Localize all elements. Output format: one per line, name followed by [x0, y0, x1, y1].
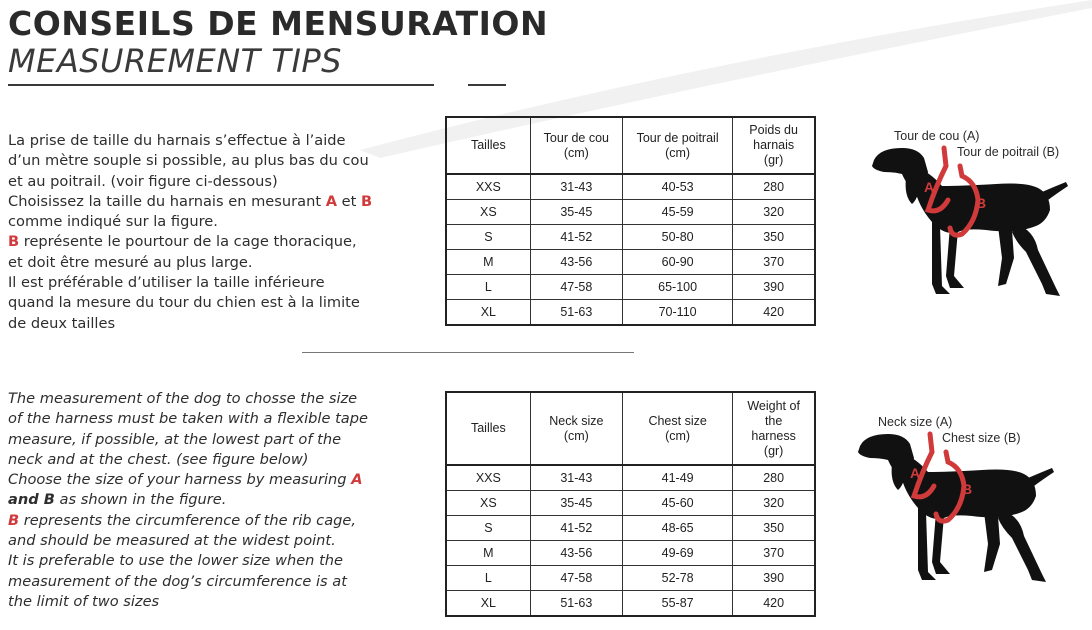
section-divider: [302, 352, 634, 353]
value-cell: 65-100: [622, 275, 732, 300]
letter-a-label: A: [910, 465, 921, 481]
neck-label: Neck size (A): [878, 415, 953, 429]
header-cell: Tailles: [446, 117, 530, 174]
dog-silhouette-icon: [852, 412, 1062, 592]
value-cell: 350: [733, 225, 815, 250]
letter-a: A: [325, 192, 337, 210]
size-cell: L: [446, 566, 530, 591]
value-cell: 390: [733, 275, 815, 300]
text-fragment: represents the circumference of the rib cage,: [19, 511, 357, 529]
table-row: [446, 300, 815, 326]
value-cell: 70-110: [622, 300, 732, 326]
page-title-en: MEASUREMENT TIPS: [8, 42, 342, 80]
text-line: [8, 192, 416, 212]
text-line: La prise de taille du harnais s’effectue à l’aide: [8, 132, 346, 149]
text-line: [8, 232, 416, 252]
value-cell: 41-52: [530, 225, 622, 250]
header-cell: Tour de cou (cm): [530, 117, 622, 174]
size-cell: XL: [446, 300, 530, 326]
table-row: [446, 250, 815, 275]
value-cell: 31-43: [530, 174, 622, 200]
table-row: [446, 541, 815, 566]
text-fragment: représente le pourtour de la cage thoracique,: [19, 233, 357, 251]
size-cell: XXS: [446, 465, 530, 491]
text-line: comme indiqué sur la figure.: [8, 213, 218, 231]
value-cell: 320: [733, 491, 815, 516]
table-row: [446, 225, 815, 250]
value-cell: 52-78: [622, 566, 732, 591]
header-cell: Tour de poitrail (cm): [622, 117, 732, 174]
text-line: [8, 490, 416, 510]
value-cell: 48-65: [622, 516, 732, 541]
table-row: [446, 591, 815, 617]
letter-b-label: B: [976, 195, 987, 211]
text-line: The measurement of the dog to chosse the size: [8, 390, 358, 407]
title-underline: [8, 84, 434, 86]
table-row: [446, 491, 815, 516]
text-line: It is preferable to use the lower size when the: [8, 552, 344, 570]
table-row: [446, 275, 815, 300]
size-table-en: [445, 391, 816, 617]
header-cell: Poids du harnais (gr): [733, 117, 815, 174]
size-cell: XL: [446, 591, 530, 617]
value-cell: 370: [733, 541, 815, 566]
value-cell: 51-63: [530, 300, 622, 326]
value-cell: 370: [733, 250, 815, 275]
value-cell: 390: [733, 566, 815, 591]
value-cell: 55-87: [622, 591, 732, 617]
value-cell: 280: [733, 465, 815, 491]
text-line: the limit of two sizes: [8, 592, 160, 610]
value-cell: 41-52: [530, 516, 622, 541]
value-cell: 43-56: [530, 250, 622, 275]
header-cell: Neck size (cm): [530, 392, 622, 465]
letter-a-label: A: [924, 179, 935, 195]
table-row: [446, 174, 815, 200]
value-cell: 47-58: [530, 566, 622, 591]
text-fragment: Choisissez la taille du harnais en mesurant: [8, 192, 326, 210]
letter-b: B: [8, 233, 20, 251]
table-row: [446, 566, 815, 591]
text-line: measurement of the dog’s circumference is at: [8, 572, 347, 590]
value-cell: 45-60: [622, 491, 732, 516]
letter-a: A: [351, 471, 363, 489]
value-cell: 41-49: [622, 465, 732, 491]
text-line: quand la mesure du tour du chien est à la limite: [8, 294, 360, 312]
value-cell: 49-69: [622, 541, 732, 566]
text-line: of the harness must be taken with a flexible tape: [8, 410, 368, 428]
value-cell: 35-45: [530, 200, 622, 225]
size-cell: XS: [446, 200, 530, 225]
header-cell: Tailles: [446, 392, 530, 465]
size-cell: M: [446, 541, 530, 566]
text-line: [8, 470, 416, 490]
letter-b: B: [360, 192, 373, 210]
value-cell: 350: [733, 516, 815, 541]
text-line: [8, 511, 416, 531]
table-body-fr: [446, 174, 815, 325]
size-cell: M: [446, 250, 530, 275]
letter-b-label: B: [962, 481, 973, 497]
chest-label: Chest size (B): [942, 431, 1021, 445]
chest-label: Tour de poitrail (B): [957, 145, 1060, 159]
value-cell: 420: [733, 591, 815, 617]
size-cell: L: [446, 275, 530, 300]
text-fragment: as shown in the figure.: [54, 491, 227, 509]
page-title-fr: CONSEILS DE MENSURATION: [8, 4, 549, 43]
table-body-en: [446, 465, 815, 616]
table-row: [446, 465, 815, 491]
value-cell: 45-59: [622, 200, 732, 225]
size-cell: XS: [446, 491, 530, 516]
text-line: et au poitrail. (voir figure ci-dessous): [8, 172, 278, 190]
value-cell: 40-53: [622, 174, 732, 200]
value-cell: 31-43: [530, 465, 622, 491]
instructions-fr: [8, 131, 416, 334]
text-line: measure, if possible, at the lowest part of the: [8, 430, 342, 448]
text-line: neck and at the chest. (see figure below): [8, 450, 309, 468]
table-row: [446, 516, 815, 541]
value-cell: 60-90: [622, 250, 732, 275]
text-fragment: et: [337, 192, 361, 210]
size-cell: XXS: [446, 174, 530, 200]
header-cell: Weight of the harness (gr): [733, 392, 815, 465]
table-header-row: [446, 392, 815, 465]
size-table-fr: [445, 116, 816, 326]
instructions-en: [8, 389, 416, 612]
text-line: et doit être mesuré au plus large.: [8, 253, 253, 271]
value-cell: 43-56: [530, 541, 622, 566]
text-line: d’un mètre souple si possible, au plus bas du cou: [8, 152, 369, 170]
text-fragment: Choose the size of your harness by measuring: [8, 471, 352, 489]
size-cell: S: [446, 516, 530, 541]
value-cell: 47-58: [530, 275, 622, 300]
value-cell: 320: [733, 200, 815, 225]
text-line: Il est préférable d’utiliser la taille inférieure: [8, 274, 325, 292]
text-line: de deux tailles: [8, 314, 116, 332]
letter-b: B: [8, 511, 20, 529]
value-cell: 51-63: [530, 591, 622, 617]
value-cell: 420: [733, 300, 815, 326]
text-line: and should be measured at the widest point.: [8, 532, 336, 550]
neck-label: Tour de cou (A): [894, 129, 980, 143]
value-cell: 50-80: [622, 225, 732, 250]
header-cell: Chest size (cm): [622, 392, 732, 465]
value-cell: 35-45: [530, 491, 622, 516]
dog-silhouette-icon: [866, 126, 1076, 306]
and-b: and B: [8, 491, 55, 509]
table-row: [446, 200, 815, 225]
title-underline-short: [468, 84, 506, 86]
value-cell: 280: [733, 174, 815, 200]
table-header-row: [446, 117, 815, 174]
size-cell: S: [446, 225, 530, 250]
